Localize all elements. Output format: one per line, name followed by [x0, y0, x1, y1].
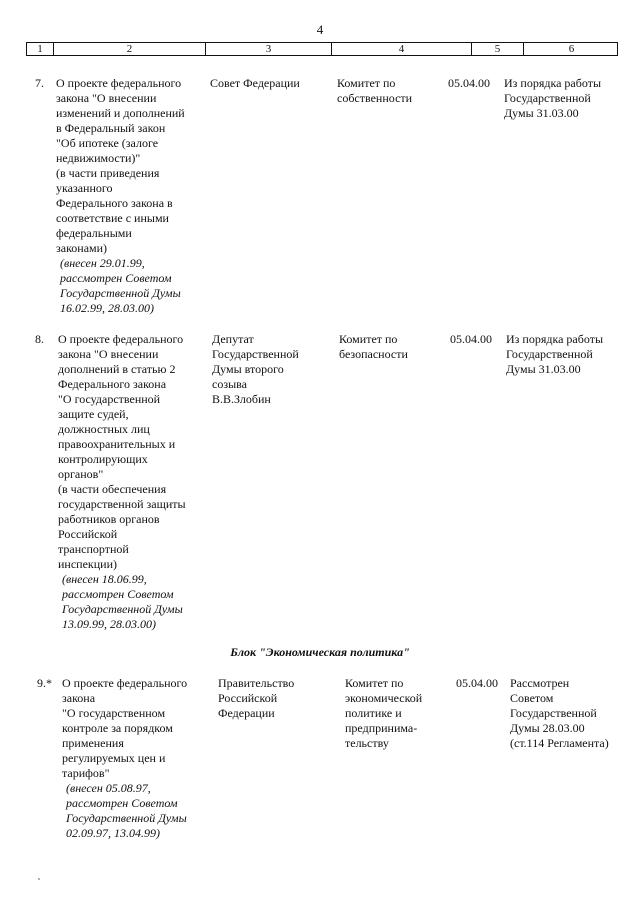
title-line: Федерального закона в: [56, 196, 173, 210]
author-line: Государственной: [212, 347, 299, 361]
header-col-6: 6: [568, 43, 575, 55]
header-col-1: 1: [27, 43, 54, 55]
title-line: инспекции): [58, 557, 118, 571]
committee-line: Комитет по: [339, 332, 398, 346]
bill-note: рассмотрен Советом: [60, 271, 172, 285]
title-line: указанного: [56, 181, 113, 195]
bill-title: [62, 676, 212, 841]
status-line: Из порядка работы: [504, 76, 602, 90]
title-line: контролирующих: [58, 452, 148, 466]
bill-note: Государственной Думы: [66, 811, 187, 825]
bill-note: (внесен 29.01.99,: [60, 256, 145, 270]
bill-committee: [345, 676, 457, 751]
title-line: применения: [62, 736, 124, 750]
committee-line: безопасности: [339, 347, 408, 361]
bill-author: [210, 76, 328, 91]
status-line: Государственной: [510, 706, 597, 720]
page-number: 4: [316, 22, 324, 37]
title-line: закона: [62, 691, 96, 705]
title-line: "Об ипотеке (залоге: [56, 136, 159, 150]
bill-author: [218, 676, 336, 721]
title-line: недвижимости)": [56, 151, 141, 165]
title-line: (в части обеспечения: [58, 482, 167, 496]
title-line: закона "О внесении: [58, 347, 159, 361]
committee-line: политике и: [345, 706, 402, 720]
bill-status: [504, 76, 624, 121]
author-line: Депутат: [212, 332, 254, 346]
title-line: дополнений в статью 2: [58, 362, 176, 376]
committee-line: предпринима-: [345, 721, 418, 735]
row-number: 9.*: [37, 676, 52, 690]
author-line: Правительство: [218, 676, 295, 690]
title-line: в Федеральный закон: [56, 121, 166, 135]
bill-note: Государственной Думы: [62, 602, 183, 616]
bill-title: [58, 332, 208, 632]
bill-committee: [337, 76, 449, 106]
bill-note: рассмотрен Советом: [66, 796, 178, 810]
author-line: Думы второго: [212, 362, 284, 376]
section-heading: Блок "Экономическая политика": [230, 645, 410, 659]
title-line: федеральными: [56, 226, 132, 240]
header-col-5: 5: [472, 43, 524, 55]
table-header: [26, 42, 618, 56]
row-number: 8.: [35, 332, 44, 346]
bill-committee: [339, 332, 451, 362]
title-line: "О государственном: [62, 706, 166, 720]
status-line: Думы 31.03.00: [504, 106, 579, 120]
author-line: созыва: [212, 377, 247, 391]
title-line: законами): [56, 241, 108, 255]
header-col-4: 4: [332, 43, 472, 55]
bill-date: 05.04.00: [450, 332, 492, 346]
title-line: закона "О внесении: [56, 91, 157, 105]
author-line: Федерации: [218, 706, 275, 720]
title-line: государственной защиты: [58, 497, 186, 511]
bill-note: (внесен 18.06.99,: [62, 572, 147, 586]
title-line: Федерального закона: [58, 377, 167, 391]
title-line: О проекте федерального: [56, 76, 182, 90]
title-line: тарифов": [62, 766, 110, 780]
status-line: Из порядка работы: [506, 332, 604, 346]
bill-date: 05.04.00: [448, 76, 490, 90]
bill-date: 05.04.00: [456, 676, 498, 690]
status-line: Государственной: [504, 91, 591, 105]
title-line: контроле за порядком: [62, 721, 173, 735]
title-line: регулируемых цен и: [62, 751, 166, 765]
bill-note: (внесен 05.08.97,: [66, 781, 151, 795]
bill-note: рассмотрен Советом: [62, 587, 174, 601]
title-line: О проекте федерального: [58, 332, 184, 346]
title-line: соответствие с иными: [56, 211, 169, 225]
committee-line: Комитет по: [337, 76, 396, 90]
bill-status: [506, 332, 626, 377]
status-line: Рассмотрен: [510, 676, 570, 690]
row-number: 7.: [35, 76, 44, 90]
title-line: работников органов: [58, 512, 160, 526]
bill-title: [56, 76, 206, 316]
title-line: Российской: [58, 527, 118, 541]
status-line: Думы 31.03.00: [506, 362, 581, 376]
header-col-2: 2: [54, 43, 206, 55]
bill-note: 02.09.97, 13.04.99): [66, 826, 160, 840]
committee-line: собственности: [337, 91, 413, 105]
title-line: должностных лиц: [58, 422, 150, 436]
scan-speck: [38, 878, 40, 880]
bill-author: [212, 332, 330, 407]
title-line: органов": [58, 467, 104, 481]
status-line: Советом: [510, 691, 554, 705]
author-line: Российской: [218, 691, 278, 705]
bill-status: [510, 676, 630, 751]
status-line: (ст.114 Регламента): [510, 736, 609, 750]
title-line: О проекте федерального: [62, 676, 188, 690]
header-col-3: 3: [206, 43, 332, 55]
title-line: защите судей,: [58, 407, 129, 421]
committee-line: Комитет по: [345, 676, 404, 690]
committee-line: тельству: [345, 736, 389, 750]
bill-note: Государственной Думы: [60, 286, 181, 300]
title-line: изменений и дополнений: [56, 106, 185, 120]
bill-note: 16.02.99, 28.03.00): [60, 301, 154, 315]
title-line: (в части приведения: [56, 166, 160, 180]
bill-note: 13.09.99, 28.03.00): [62, 617, 156, 631]
author-line: В.В.Злобин: [212, 392, 271, 406]
author-line: Совет Федерации: [210, 76, 300, 90]
status-line: Думы 28.03.00: [510, 721, 585, 735]
status-line: Государственной: [506, 347, 593, 361]
title-line: правоохранительных и: [58, 437, 176, 451]
title-line: "О государственной: [58, 392, 161, 406]
committee-line: экономической: [345, 691, 423, 705]
title-line: транспортной: [58, 542, 129, 556]
